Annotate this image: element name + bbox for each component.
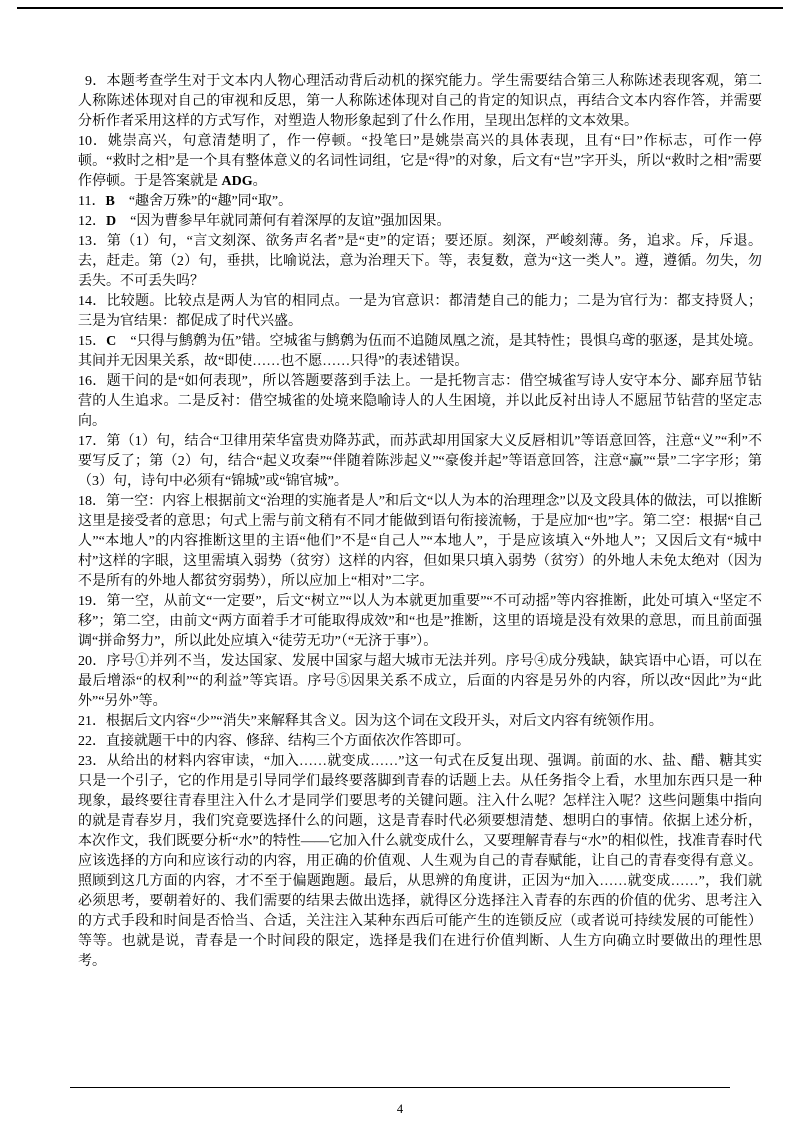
answer-paragraph: [78, 212, 762, 232]
answer-text: 10．姚崇高兴，句意清楚明了，作一停顿。“投笔曰”是姚崇高兴的具体表现，且有“曰”作标志，可作一停顿。“救时之相”是一个具有整体意义的名词性词组，它是“得”的对象，后文有“岂”字开头，所以“救时之相”需要作停顿。于是答案就是: [78, 134, 762, 189]
answer-paragraph: [78, 232, 762, 292]
answer-paragraph: [78, 372, 762, 432]
answer-paragraph: [78, 592, 762, 652]
answer-paragraph: [78, 72, 762, 132]
answer-letter-bold: D: [106, 214, 117, 229]
answer-paragraph: [78, 492, 762, 592]
answer-text: 19．第一空，从前文“一定要”，后文“树立”“以人为本就更加重要”“不可动摇”等内容推断，此处可填入“坚定不移”；第二空，由前文“两方面着手才可能取得成效”和“也是”推断，这里的语境是没有效果的意思，而且前面强调“拼命努力”，所以此处应填入“徒劳无功”（“无济于事”）。: [78, 594, 762, 649]
answer-paragraph: [78, 192, 762, 212]
answer-paragraph: [78, 732, 762, 752]
answer-paragraph: [78, 712, 762, 732]
answer-paragraph: [78, 332, 762, 372]
footer-rule: [70, 1087, 730, 1088]
answer-text: 15．: [78, 334, 107, 349]
answer-text: 11．: [78, 194, 106, 209]
answer-letter-bold: C: [106, 334, 117, 349]
answer-text: “只得与鹪鹩为伍”错。空城雀与鹪鹩为伍而不追随凤凰之流，是其特性；畏惧乌鸢的驱逐，是其处境。其间并无因果关系，故“即使……也不愿……只得”的表述错误。: [78, 334, 762, 369]
header-rule: [17, 7, 783, 9]
answer-text: “因为曹参早年就同萧何有着深厚的友谊”强加因果。: [116, 214, 451, 229]
answer-text: 23．从给出的材料内容审读，“加入……就变成……”这一句式在反复出现、强调。前面的水、盐、醋、糖其实只是一个引子，它的作用是引导同学们最终要落脚到青春的话题上去。从任务指令上看，水里加东西只是一种现象，最终要往青春里注入什么才是同学们要思考的关键问题。注入什么呢？怎样注入呢？这些问题集中指向的就是青春岁月，我们究竟要选择什么的问题，这是青春时代必须要想清楚、想明白的事情。依据上述分析，本次作文，我们既要分析“水”的特性——它加入什么就变成什么，又要理解青春与“水”的相似性，找准青春时代应该选择的方向和应该行动的内容，用正确的价值观、人生观为自己的青春赋能，让自己的青春变得有意义。照顾到这几方面的内容，才不至于偏题跑题。最后，从思辨的角度讲，正因为“加入……就变成……”，我们就必须思考，要朝着好的、我们需要的结果去做出选择，就得区分选择注入青春的东西的价值的优劣、思考注入的方式手段和时间是否恰当、合适，关注注入某种东西后可能产生的连锁反应（或者说可持续发展的可能性）等等。也就是说，青春是一个时间段的限定，选择是我们在进行价值判断、人生方向确立时要做出的理性思考。: [78, 754, 762, 969]
page-number: 4: [396, 1102, 404, 1116]
answer-text: 13．第（1）句，“言文刻深、欲务声名者”是“吏”的定语；要还原。刻深，严峻刻薄。务，追求。斥，斥退。去，赶走。第（2）句，垂拱，比喻说法，意为治理天下。等，表复数，意为“这一类人”。遵，遵循。勿失，勿丢失。不可丢失吗？: [78, 234, 762, 289]
answer-text: 20．序号①并列不当，发达国家、发展中国家与超大城市无法并列。序号④成分残缺，缺宾语中心语，可以在最后增添“的权利”“的利益”等宾语。序号⑤因果关系不成立，后面的内容是另外的内容，所以改“因此”为“此外”“另外”等。: [78, 654, 762, 709]
answer-text: 17．第（1）句，结合“卫律用荣华富贵劝降苏武，而苏武却用国家大义反唇相讥”等语意回答，注意“义”“利”不要写反了；第（2）句，结合“起义攻秦”“伴随着陈涉起义”“豪俊并起”等语意回答，注意“赢”“景”二字字形；第（3）句，诗句中必须有“锦城”或“锦官城”。: [78, 434, 762, 489]
answer-text: 22．直接就题干中的内容、修辞、结构三个方面依次作答即可。: [78, 734, 470, 749]
answer-paragraph: [78, 132, 762, 192]
answer-text: 21．根据后文内容“少”“消失”来解释其含义。因为这个词在文段开头，对后文内容有统领作用。: [78, 714, 663, 729]
answer-letter-bold: B: [105, 194, 115, 209]
answer-paragraph: [78, 292, 762, 332]
answer-text: 16．题干问的是“如何表现”，所以答题要落到手法上。一是托物言志：借空城雀写诗人安守本分、鄙弃屈节钻营的人生追求。二是反衬：借空城雀的处境来隐喻诗人的人生困境，并以此反衬出诗人不愿屈节钻营的坚定志向。: [78, 374, 762, 429]
answer-text: 。: [252, 174, 267, 189]
answer-text: “趣舍万殊”的“趣”同“取”。: [114, 194, 293, 209]
answer-content: [78, 72, 762, 972]
answer-letter-bold: ADG: [221, 174, 253, 189]
answer-paragraph: [78, 752, 762, 972]
answer-text: 14．比较题。比较点是两人为官的相同点。一是为官意识：都清楚自己的能力；二是为官行为：都支持贤人；三是为官结果：都促成了时代兴盛。: [78, 294, 762, 329]
answer-paragraph: [78, 652, 762, 712]
answer-paragraph: [78, 432, 762, 492]
answer-text: 12．: [78, 214, 106, 229]
answer-text: 9．本题考查学生对于文本内人物心理活动背后动机的探究能力。学生需要结合第三人称陈述表现客观，第二人称陈述体现对自己的审视和反思，第一人称陈述体现对自己的肯定的知识点，再结合文本内容作答，并需要分析作者采用这样的方式写作，对塑造人物形象起到了什么作用，呈现出怎样的文本效果。: [78, 74, 762, 129]
answer-text: 18．第一空：内容上根据前文“治理的实施者是人”和后文“以人为本的治理理念”以及文段具体的做法，可以推断这里是接受者的意思；句式上需与前文稍有不同才能做到语句衔接流畅，于是应加“也”字。第二空：根据“自己人”“本地人”的内容推断这里的主语“他们”不是“自己人”“本地人”，于是应该填入“外地人”；又因后文有“城中村”这样的字眼，这里需填入弱势（贫穷）这样的内容，但如果只填入弱势（贫穷）的外地人未免太绝对（因为不是所有的外地人都贫穷弱势），所以应加上“相对”二字。: [78, 494, 762, 589]
